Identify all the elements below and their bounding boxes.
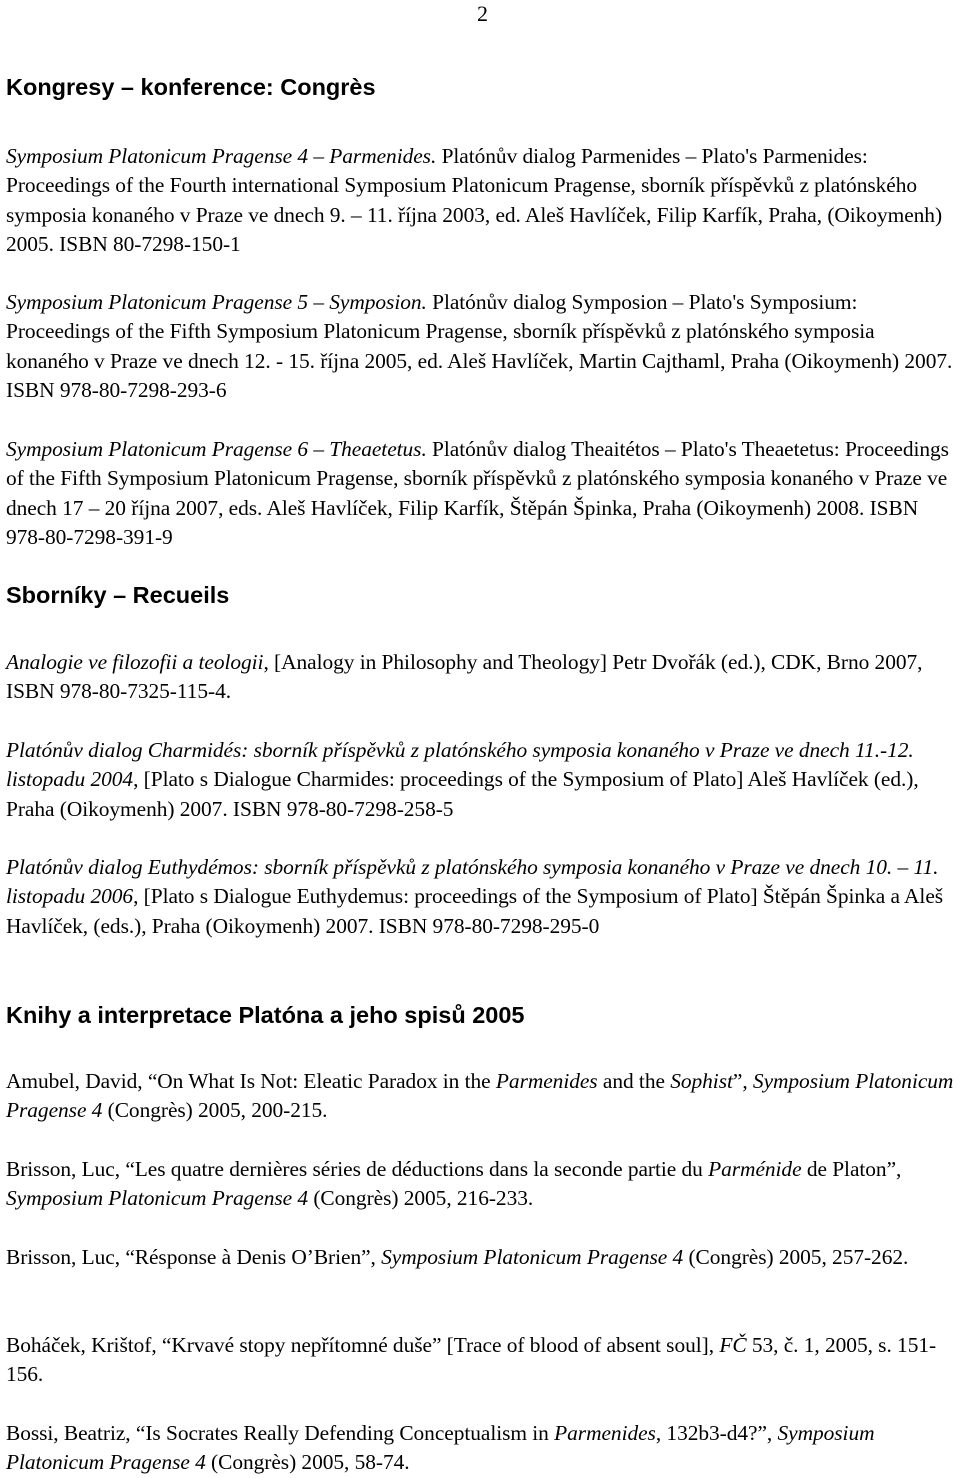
bibliography-entry bbox=[6, 853, 958, 941]
entry-text: (Congrès) 2005, 200-215. bbox=[102, 1098, 328, 1123]
page-number: 2 bbox=[477, 1, 488, 26]
entry-title: Symposium Platonicum Pragense 4 – Parmenides. bbox=[6, 144, 437, 168]
entry-text: Boháček, Krištof, “Krvavé stopy nepřítomné duše” [Trace of blood of absent soul], bbox=[6, 1333, 720, 1357]
bibliography-entry bbox=[6, 1155, 958, 1214]
entry-text: Platónův dialog Theaitétos – Plato's Theaetetus: Proceedings of the Fifth Symposium Platonicum Pragense, sborník příspěvků z platónského symposia konaného v Praze ve dnech 17 – 20 října 2007, eds. Aleš Havlíček, Filip Karfík, Štěpán Špinka, Praha (Oikoymenh) 2008. ISBN 978-80-7298-391-9 bbox=[6, 437, 949, 549]
section-heading-knihy: Knihy a interpretace Platóna a jeho spisů 2005 bbox=[6, 1002, 525, 1028]
bibliography-entry bbox=[6, 1331, 958, 1390]
entry-text: , [Plato s Dialogue Euthydemus: proceedings of the Symposium of Plato] Štěpán Špinka a Aleš Havlíček, (eds.), Praha (Oikoymenh) 2007. ISBN 978-80-7298-295-0 bbox=[6, 884, 944, 938]
entry-italic: Symposium Platonicum Pragense 4 bbox=[6, 1421, 875, 1475]
bibliography-entry bbox=[6, 736, 958, 824]
entry-text: Bossi, Beatriz, “Is Socrates Really Defending Conceptualism in bbox=[6, 1421, 555, 1445]
entry-title: Platónův dialog Charmidés: sborník příspěvků z platónského symposia konaného v Praze ve dnech 11.-12. listopadu 2004 bbox=[6, 738, 914, 792]
entry-text: ”, bbox=[732, 1069, 753, 1093]
entry-text: (Congrès) 2005, 58-74. bbox=[205, 1450, 410, 1475]
entry-title: Platónův dialog Euthydémos: sborník příspěvků z platónského symposia konaného v Praze ve dnech 10. – 11. listopadu 2006 bbox=[6, 855, 939, 909]
entry-title: Symposium Platonicum Pragense 6 – Theaetetus. bbox=[6, 437, 427, 461]
entry-text: , 132b3-d4?”, bbox=[655, 1421, 778, 1445]
entry-title: Symposium Platonicum Pragense 5 – Symposion. bbox=[6, 290, 427, 314]
section-heading-kongresy: Kongresy – konference: Congrès bbox=[6, 74, 376, 100]
bibliography-entry bbox=[6, 1243, 958, 1272]
entry-italic: Symposium Platonicum Pragense 4 bbox=[381, 1245, 684, 1269]
section-heading-sborniky: Sborníky – Recueils bbox=[6, 582, 230, 608]
bibliography-entry bbox=[6, 1419, 958, 1478]
entry-italic: Parmenides bbox=[554, 1421, 656, 1445]
entry-italic: Sophist bbox=[670, 1069, 733, 1093]
entry-text: 53, č. 1, 2005, s. 151-156. bbox=[6, 1333, 937, 1387]
entry-text: (Congrès) 2005, 257-262. bbox=[683, 1245, 909, 1269]
entry-italic: Parmenides bbox=[495, 1069, 598, 1093]
bibliography-entry bbox=[6, 288, 958, 405]
entry-italic: FČ bbox=[719, 1333, 747, 1357]
bibliography-entry bbox=[6, 1067, 958, 1126]
bibliography-entry bbox=[6, 142, 958, 259]
entry-text: , [Analogy in Philosophy and Theology] Petr Dvořák (ed.), CDK, Brno 2007, ISBN 978-80-7325-115-4. bbox=[6, 650, 923, 704]
entry-text: Platónův dialog Symposion – Plato's Symposium: Proceedings of the Fifth Symposium Platonicum Pragense, sborník příspěvků z platónského symposia konaného v Praze ve dnech 12. - 15. října 2005, ed. Aleš Havlíček, Martin Cajthaml, Praha (Oikoymenh) 2007. ISBN 978-80-7298-293-6 bbox=[6, 290, 953, 402]
entry-text: Amubel, David, “On What Is Not: Eleatic Paradox in the bbox=[6, 1069, 496, 1093]
entry-text: and the bbox=[597, 1069, 671, 1093]
entry-title: Analogie ve filozofii a teologii bbox=[6, 650, 264, 674]
entry-text: de Platon”, bbox=[801, 1157, 902, 1181]
entry-text: (Congrès) 2005, 216-233. bbox=[308, 1186, 534, 1211]
bibliography-entry bbox=[6, 435, 958, 552]
bibliography-entry bbox=[6, 648, 958, 707]
entry-text: Platónův dialog Parmenides – Plato's Parmenides: Proceedings of the Fourth international Symposium Platonicum Pragense, sborník příspěvků z platónského symposia konaného v Praze ve dnech 9. – 11. října 2003, ed. Aleš Havlíček, Filip Karfík, Praha, (Oikoymenh) 2005. ISBN 80-7298-150-1 bbox=[6, 144, 943, 256]
entry-italic: Symposium Platonicum Pragense 4 bbox=[6, 1186, 309, 1211]
entry-text: Brisson, Luc, “Résponse à Denis O’Brien”, bbox=[6, 1245, 382, 1269]
entry-text: Brisson, Luc, “Les quatre dernières séries de déductions dans la seconde partie du bbox=[6, 1157, 709, 1181]
entry-italic: Parménide bbox=[708, 1157, 802, 1181]
entry-italic: Symposium Platonicum Pragense 4 bbox=[6, 1069, 954, 1123]
entry-text: , [Plato s Dialogue Charmides: proceedings of the Symposium of Plato] Aleš Havlíček (ed.), Praha (Oikoymenh) 2007. ISBN 978-80-7298-258-5 bbox=[6, 767, 919, 821]
